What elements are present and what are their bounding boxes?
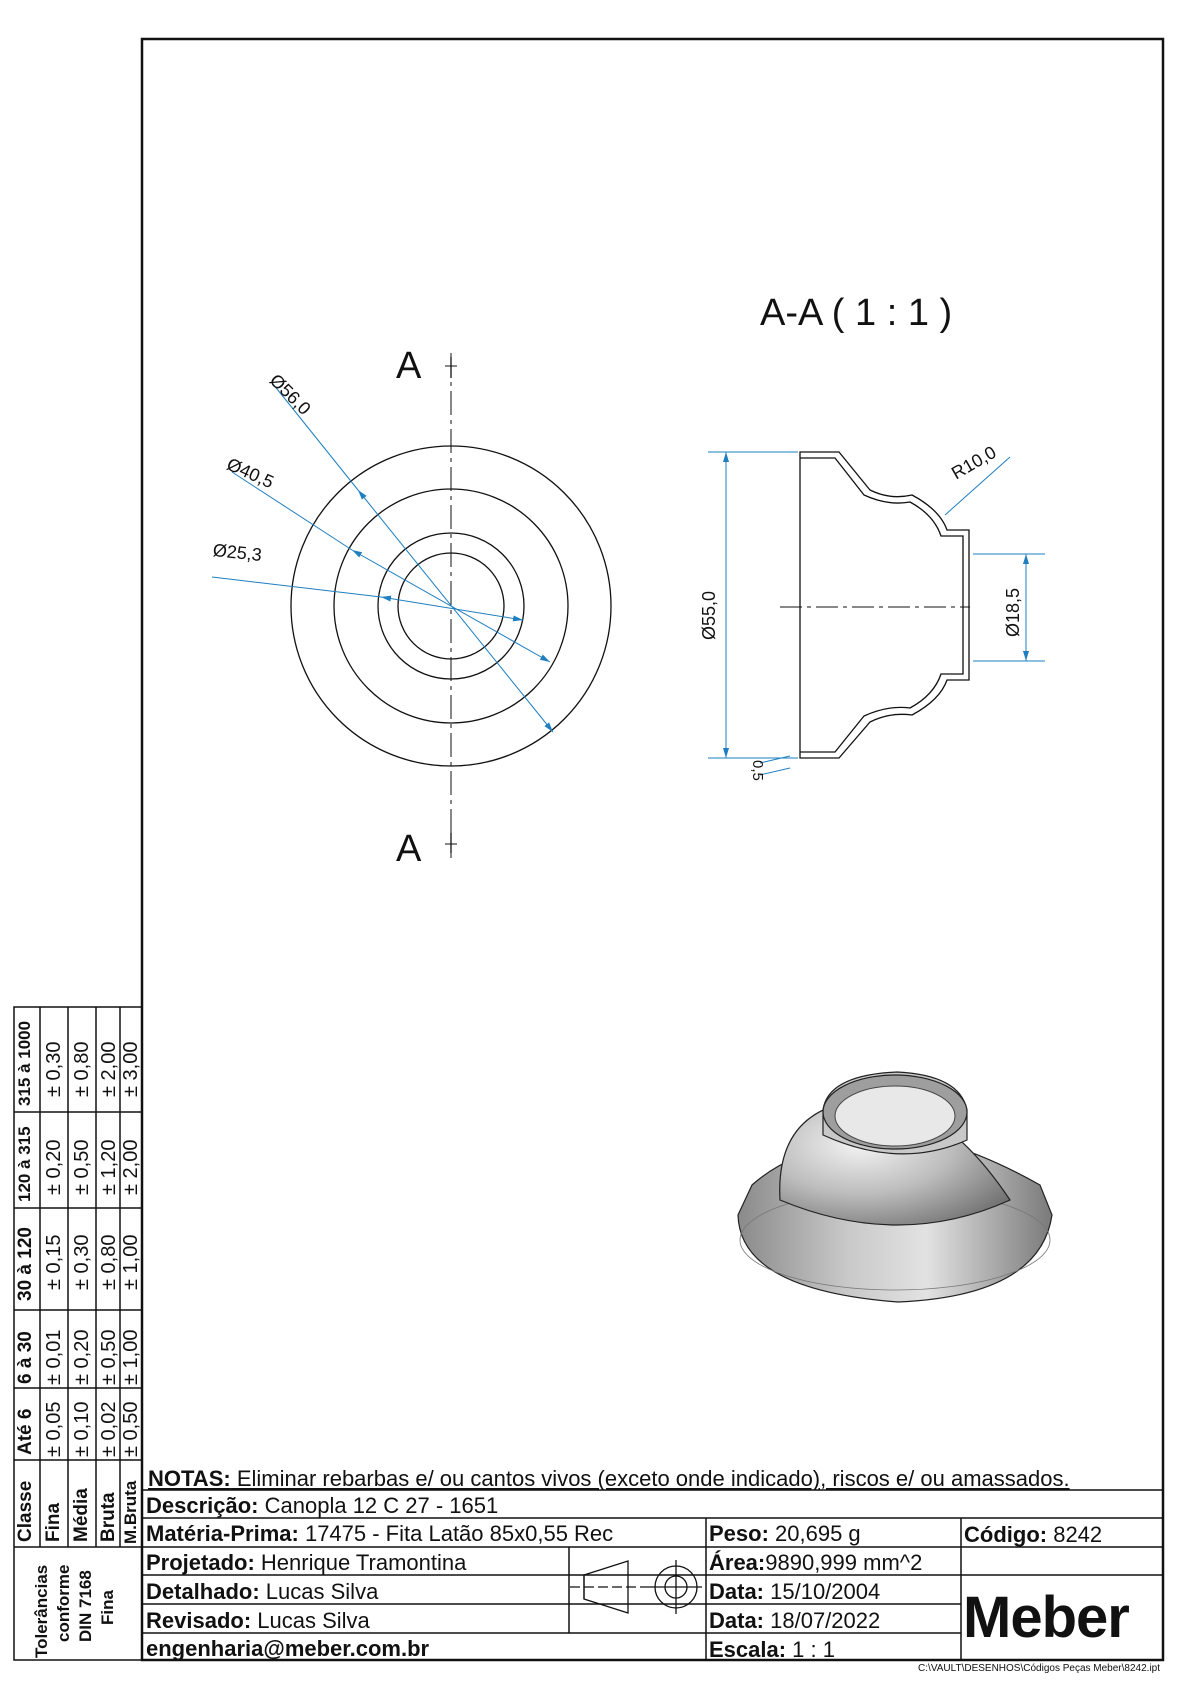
revisado-label: Revisado: bbox=[146, 1608, 252, 1633]
iso-view bbox=[738, 1072, 1052, 1302]
tol-4-0: ± 0,30 bbox=[43, 1041, 65, 1097]
projetado-field bbox=[146, 1552, 466, 1574]
data-projeto-value: 15/10/2004 bbox=[764, 1579, 881, 1604]
tol-3-3: ± 2,00 bbox=[120, 1139, 142, 1195]
peso-field bbox=[709, 1523, 861, 1545]
area-value: 9890,999 mm^2 bbox=[765, 1550, 923, 1575]
email-link[interactable]: engenharia@meber.com.br bbox=[146, 1636, 430, 1661]
tol-0-0: ± 0,05 bbox=[43, 1401, 65, 1457]
tol-4-1: ± 0,80 bbox=[71, 1041, 93, 1097]
data-revisao-value: 18/07/2022 bbox=[764, 1608, 881, 1633]
section-mark-top: A bbox=[396, 345, 422, 387]
detalhado-label: Detalhado: bbox=[146, 1579, 260, 1604]
dim-diameter-25: Ø25,3 bbox=[211, 540, 263, 566]
data-projeto-field bbox=[709, 1581, 880, 1603]
tolerance-title-2: conforme bbox=[54, 1564, 73, 1642]
tol-3-0: ± 0,20 bbox=[43, 1139, 65, 1195]
range-ate-6: Até 6 bbox=[15, 1408, 36, 1455]
front-dim-lines bbox=[212, 384, 553, 732]
projetado-label: Projetado: bbox=[146, 1550, 255, 1575]
descricao-value: Canopla 12 C 27 - 1651 bbox=[258, 1493, 499, 1518]
area-label: Área: bbox=[709, 1550, 766, 1575]
tol-4-2: ± 2,00 bbox=[98, 1041, 120, 1097]
codigo-field bbox=[964, 1524, 1102, 1546]
tol-1-2: ± 0,50 bbox=[98, 1329, 120, 1385]
notes-line bbox=[148, 1468, 1070, 1490]
area-field bbox=[709, 1552, 922, 1574]
tol-1-0: ± 0,01 bbox=[43, 1329, 65, 1385]
dim-diameter-56: Ø56,0 bbox=[265, 370, 315, 419]
projetado-value: Henrique Tramontina bbox=[254, 1550, 467, 1575]
dim-diameter-55: Ø55,0 bbox=[699, 590, 719, 640]
data-revisao-label: Data: bbox=[709, 1608, 765, 1633]
data-revisao-field bbox=[709, 1610, 880, 1632]
tol-2-3: ± 1,00 bbox=[120, 1234, 142, 1290]
tol-0-1: ± 0,10 bbox=[71, 1401, 93, 1457]
section-dim-lines bbox=[708, 452, 1045, 775]
dim-diameter-18: Ø18,5 bbox=[1003, 587, 1023, 637]
tolerance-title-4: Fina bbox=[98, 1590, 117, 1625]
classe-header: Classe bbox=[15, 1480, 36, 1542]
section-view bbox=[800, 452, 969, 758]
notes-label: NOTAS: bbox=[148, 1466, 231, 1491]
tol-0-2: ± 0,02 bbox=[98, 1401, 120, 1457]
tol-2-2: ± 0,80 bbox=[98, 1234, 120, 1290]
tol-4-3: ± 3,00 bbox=[120, 1041, 142, 1097]
range-120-315: 120 à 315 bbox=[15, 1126, 34, 1202]
codigo-value: 8242 bbox=[1047, 1522, 1103, 1547]
descricao-field bbox=[146, 1495, 498, 1517]
detalhado-field bbox=[146, 1581, 378, 1603]
escala-field bbox=[709, 1639, 835, 1661]
class-m-bruta: M.Bruta bbox=[121, 1480, 140, 1544]
class-media: Média bbox=[71, 1488, 92, 1542]
class-fina: Fina bbox=[43, 1502, 64, 1542]
notes-text: Eliminar rebarbas e/ ou cantos vivos (exceto onde indicado), riscos e/ ou amassados. bbox=[230, 1466, 1070, 1491]
peso-label: Peso: bbox=[709, 1521, 769, 1546]
detalhado-value: Lucas Silva bbox=[259, 1579, 379, 1604]
tolerance-title-1: Tolerâncias bbox=[32, 1564, 51, 1658]
tol-3-2: ± 1,20 bbox=[98, 1139, 120, 1195]
tol-1-3: ± 1,00 bbox=[120, 1329, 142, 1385]
tol-3-1: ± 0,50 bbox=[71, 1139, 93, 1195]
company-logo: Meber bbox=[963, 1585, 1129, 1650]
materia-prima-label: Matéria-Prima: bbox=[146, 1521, 299, 1546]
section-view-title: A-A ( 1 : 1 ) bbox=[760, 292, 953, 334]
section-mark-bottom: A bbox=[396, 828, 422, 870]
range-315-1000: 315 à 1000 bbox=[15, 1020, 34, 1106]
file-path: C:\VAULT\DESENHOS\Códigos Peças Meber\8242.ipt bbox=[918, 1663, 1160, 1674]
sheet-border bbox=[142, 39, 1163, 1660]
tol-1-1: ± 0,20 bbox=[71, 1329, 93, 1385]
dim-radius-10: R10,0 bbox=[948, 441, 1000, 484]
tol-2-0: ± 0,15 bbox=[43, 1234, 65, 1290]
escala-value: 1 : 1 bbox=[786, 1637, 835, 1662]
tol-2-1: ± 0,30 bbox=[71, 1234, 93, 1290]
codigo-label: Código: bbox=[964, 1522, 1048, 1547]
range-6-30: 6 à 30 bbox=[15, 1331, 36, 1384]
materia-prima-value: 17475 - Fita Latão 85x0,55 Rec bbox=[298, 1521, 614, 1546]
tolerance-title-3: DIN 7168 bbox=[76, 1570, 95, 1642]
tol-0-3: ± 0,50 bbox=[120, 1401, 142, 1457]
revisado-value: Lucas Silva bbox=[251, 1608, 370, 1633]
projection-symbol bbox=[570, 1560, 702, 1614]
peso-value: 20,695 g bbox=[768, 1521, 861, 1546]
escala-label: Escala: bbox=[709, 1637, 787, 1662]
revisado-field bbox=[146, 1610, 370, 1632]
range-30-120: 30 à 120 bbox=[15, 1227, 36, 1301]
class-bruta: Bruta bbox=[98, 1492, 119, 1542]
dim-thickness: 0,5 bbox=[749, 760, 766, 781]
data-projeto-label: Data: bbox=[709, 1579, 765, 1604]
dim-diameter-40: Ø40,5 bbox=[223, 454, 277, 493]
materia-prima-field bbox=[146, 1523, 613, 1545]
descricao-label: Descrição: bbox=[146, 1493, 259, 1518]
